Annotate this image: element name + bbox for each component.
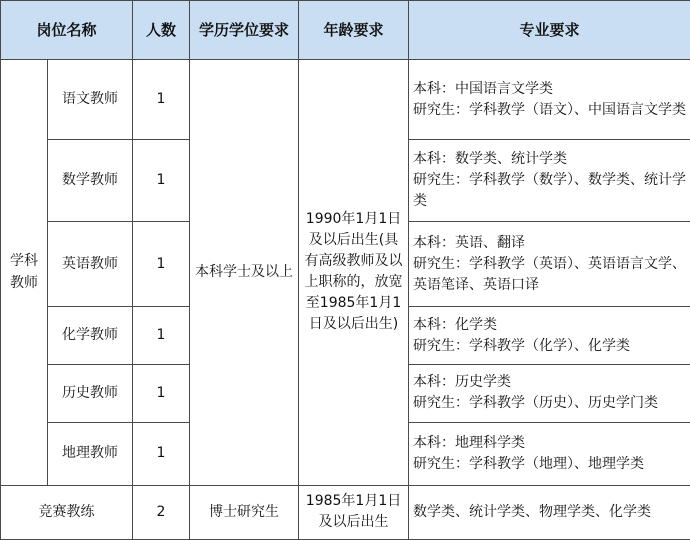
major-undergrad: 本科：英语、翻译 bbox=[413, 234, 526, 251]
position-cell: 历史教师 bbox=[48, 364, 133, 422]
count-cell: 1 bbox=[133, 307, 190, 364]
category-line1: 学科 bbox=[10, 253, 38, 270]
count-cell: 1 bbox=[133, 422, 190, 485]
major-undergrad: 本科：历史学类 bbox=[413, 374, 512, 391]
coach-age-cell: 1985年1月1日及以后出生 bbox=[299, 485, 409, 539]
category-cell bbox=[1, 60, 48, 486]
position-cell: 化学教师 bbox=[48, 307, 133, 364]
header-age: 年龄要求 bbox=[299, 1, 409, 60]
coach-row bbox=[1, 485, 690, 539]
category-line2: 教师 bbox=[10, 275, 38, 292]
position-cell: 语文教师 bbox=[48, 60, 133, 140]
major-graduate: 研究生：学科教学（数学）、数学类、统计学类 bbox=[413, 172, 687, 210]
header-position: 岗位名称 bbox=[1, 1, 133, 60]
position-cell: 数学教师 bbox=[48, 140, 133, 222]
major-graduate: 研究生：学科教学（化学）、化学类 bbox=[413, 337, 631, 354]
count-cell: 1 bbox=[133, 222, 190, 307]
header-major: 专业要求 bbox=[409, 1, 690, 60]
coach-position-cell: 竞赛教练 bbox=[1, 485, 133, 539]
major-undergrad: 本科：中国语言文学类 bbox=[413, 80, 554, 97]
coach-major-cell: 数学类、统计学类、物理学类、化学类 bbox=[409, 485, 690, 539]
count-cell: 1 bbox=[133, 140, 190, 222]
major-cell bbox=[409, 60, 690, 140]
major-graduate: 研究生：学科教学（英语）、英语语言文学、英语笔译、英语口译 bbox=[413, 255, 687, 293]
age-cell: 1990年1月1日及以后出生(具有高级教师及以上职称的，放宽至1985年1月1日及以后出生) bbox=[299, 60, 409, 486]
count-cell: 1 bbox=[133, 60, 190, 140]
header-education: 学历学位要求 bbox=[190, 1, 299, 60]
coach-count-cell: 2 bbox=[133, 485, 190, 539]
coach-education-cell: 博士研究生 bbox=[190, 485, 299, 539]
major-cell bbox=[409, 222, 690, 307]
major-undergrad: 本科：化学类 bbox=[413, 316, 498, 333]
position-cell: 地理教师 bbox=[48, 422, 133, 485]
education-cell: 本科学士及以上 bbox=[190, 60, 299, 486]
major-cell bbox=[409, 364, 690, 422]
count-cell: 1 bbox=[133, 364, 190, 422]
table-row bbox=[1, 60, 690, 140]
major-graduate: 研究生：学科教学（地理）、地理学类 bbox=[413, 455, 645, 472]
major-undergrad: 本科：数学类、统计学类 bbox=[413, 151, 568, 168]
major-undergrad: 本科：地理科学类 bbox=[413, 434, 526, 451]
major-cell bbox=[409, 307, 690, 364]
header-row bbox=[1, 1, 690, 60]
major-graduate: 研究生：学科教学（语文）、中国语言文学类 bbox=[413, 101, 687, 118]
major-cell bbox=[409, 140, 690, 222]
major-graduate: 研究生：学科教学（历史）、历史学门类 bbox=[413, 395, 659, 412]
major-cell bbox=[409, 422, 690, 485]
header-count: 人数 bbox=[133, 1, 190, 60]
position-cell: 英语教师 bbox=[48, 222, 133, 307]
